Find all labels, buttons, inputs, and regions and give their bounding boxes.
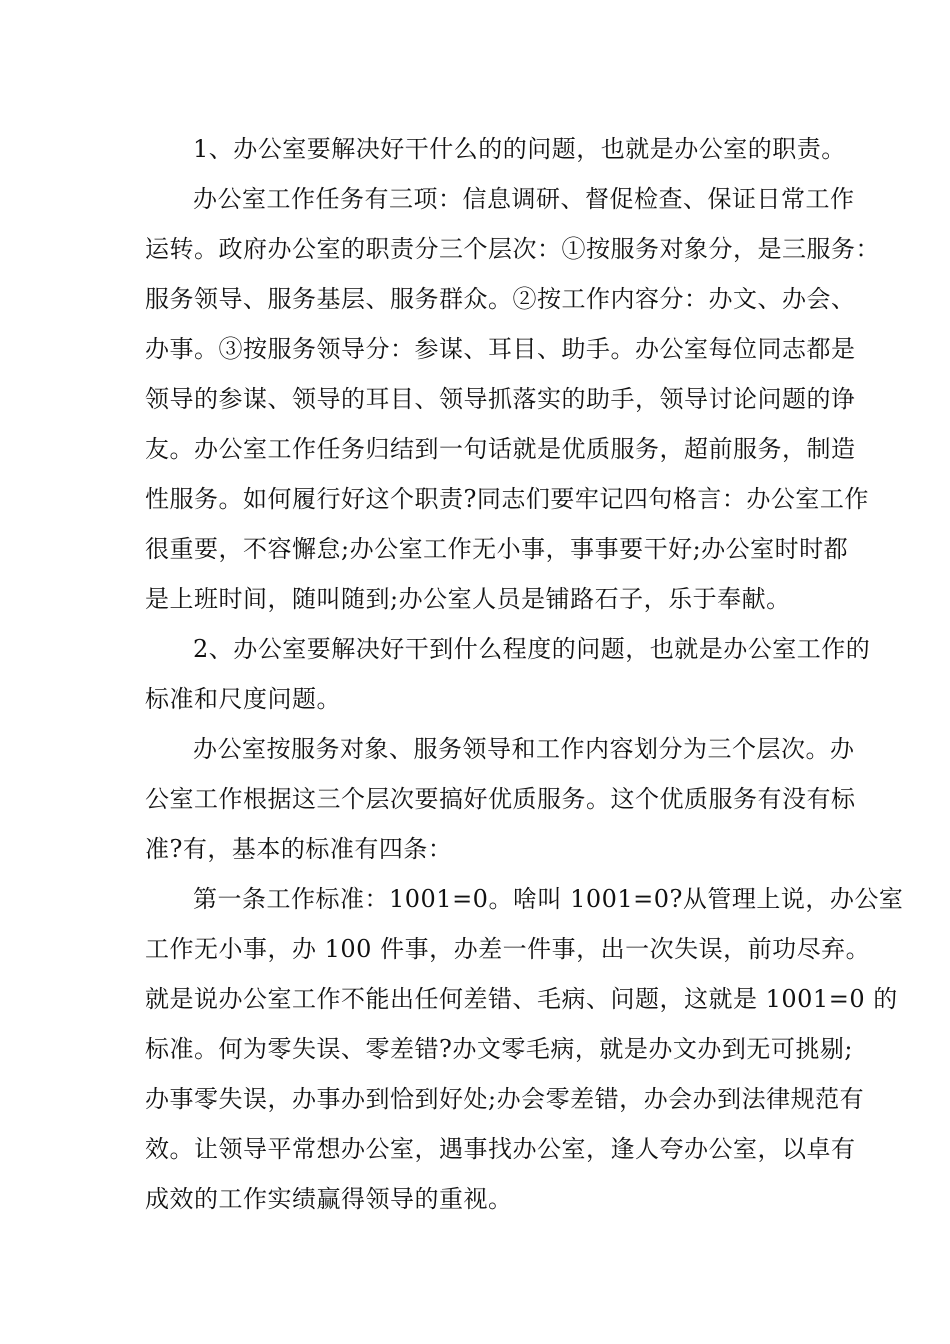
- text-line: 性服务。如何履行好这个职责?同志们要牢记四句格言：办公室工作: [145, 485, 869, 513]
- text-line: 办公室按服务对象、服务领导和工作内容划分为三个层次。办: [193, 735, 855, 763]
- text-line: 工作无小事，办 100 件事，办差一件事，出一次失误，前功尽弃。: [145, 935, 871, 963]
- text-line: 友。办公室工作任务归结到一句话就是优质服务，超前服务，制造: [145, 435, 856, 463]
- text-line: 第一条工作标准：1001=0。啥叫 1001=0?从管理上说，办公室: [193, 885, 904, 913]
- document-body: [145, 124, 904, 1224]
- text-line: 标准。何为零失误、零差错?办文零毛病，就是办文办到无可挑剔;: [145, 1035, 853, 1063]
- paragraph-1: [145, 124, 846, 174]
- text-line: 效。让领导平常想办公室，遇事找办公室，逢人夸办公室，以卓有: [145, 1135, 856, 1163]
- paragraph-3: [145, 624, 871, 724]
- text-line: 是上班时间，随叫随到;办公室人员是铺路石子，乐于奉献。: [145, 585, 791, 613]
- text-line: 就是说办公室工作不能出任何差错、毛病、问题，这就是 1001=0 的: [145, 985, 898, 1013]
- text-line: 公室工作根据这三个层次要搞好优质服务。这个优质服务有没有标: [145, 785, 856, 813]
- text-line: 服务领导、服务基层、服务群众。②按工作内容分：办文、办会、: [145, 285, 856, 313]
- text-line: 成效的工作实绩赢得领导的重视。: [145, 1185, 513, 1213]
- text-line: 运转。政府办公室的职责分三个层次：①按服务对象分，是三服务：: [145, 235, 880, 263]
- text-line: 领导的参谋、领导的耳目、领导抓落实的助手，领导讨论问题的诤: [145, 385, 856, 413]
- paragraph-4: [145, 724, 856, 874]
- text-line: 标准和尺度问题。: [145, 685, 341, 713]
- text-line: 1、办公室要解决好干什么的的问题，也就是办公室的职责。: [193, 135, 846, 163]
- text-line: 准?有，基本的标准有四条：: [145, 835, 453, 863]
- text-line: 2、办公室要解决好干到什么程度的问题，也就是办公室工作的: [193, 635, 871, 663]
- paragraph-5: [145, 874, 904, 1224]
- paragraph-2: [145, 174, 880, 624]
- text-line: 办事零失误，办事办到恰到好处;办会零差错，办会办到法律规范有: [145, 1085, 865, 1113]
- text-line: 办事。③按服务领导分：参谋、耳目、助手。办公室每位同志都是: [145, 335, 856, 363]
- text-line: 办公室工作任务有三项：信息调研、督促检查、保证日常工作: [193, 185, 855, 213]
- text-line: 很重要，不容懈怠;办公室工作无小事，事事要干好;办公室时时都: [145, 535, 849, 563]
